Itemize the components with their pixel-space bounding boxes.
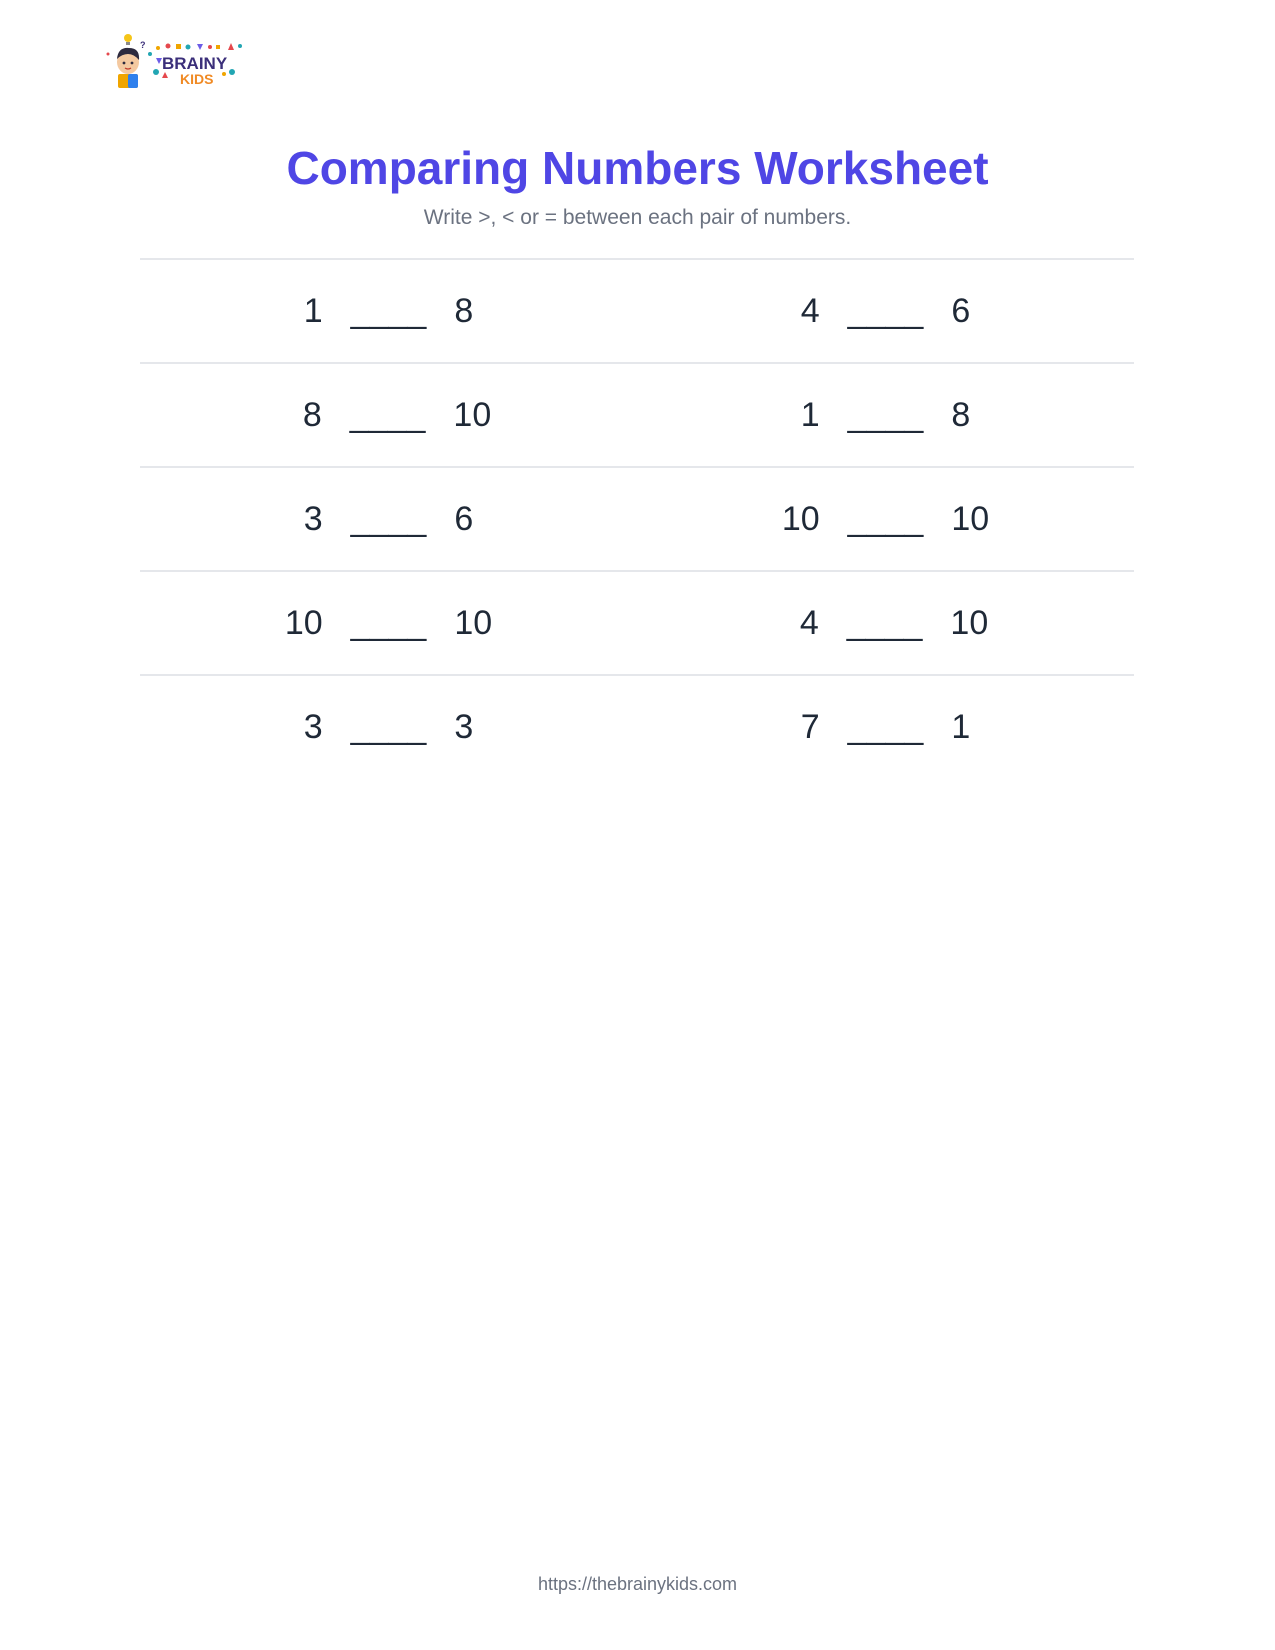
second-number: 3 — [454, 707, 474, 746]
problem-list — [140, 258, 1134, 778]
first-number: 7 — [800, 707, 820, 746]
second-number: 10 — [951, 499, 990, 538]
answer-blank[interactable]: ____ — [847, 707, 924, 746]
svg-text:?: ? — [140, 40, 146, 50]
answer-blank[interactable]: ____ — [350, 603, 427, 642]
comparison-problem — [637, 390, 1134, 440]
logo-icon — [104, 32, 254, 94]
comparison-problem — [140, 286, 637, 336]
second-number: 6 — [454, 499, 474, 538]
answer-blank[interactable]: ____ — [846, 603, 923, 642]
comparison-problem — [140, 702, 637, 752]
comparison-problem — [637, 494, 1134, 544]
problem-row — [140, 570, 1134, 674]
answer-blank[interactable]: ____ — [350, 707, 427, 746]
second-number: 8 — [454, 291, 474, 330]
first-number: 8 — [302, 395, 322, 434]
answer-blank[interactable]: ____ — [847, 291, 924, 330]
answer-blank[interactable]: ____ — [847, 395, 924, 434]
comparison-problem — [637, 702, 1134, 752]
page-title: Comparing Numbers Worksheet — [286, 142, 989, 194]
answer-blank[interactable]: ____ — [350, 499, 427, 538]
first-number: 4 — [800, 291, 820, 330]
second-number: 10 — [950, 603, 989, 642]
second-number: 10 — [453, 395, 492, 434]
second-number: 1 — [951, 707, 971, 746]
comparison-problem — [637, 598, 1134, 648]
second-number: 6 — [951, 291, 971, 330]
comparison-problem — [140, 598, 637, 648]
comparison-problem — [637, 286, 1134, 336]
logo-text-kids: KIDS — [180, 71, 214, 87]
instructions: Write >, < or = between each pair of numbers. — [423, 206, 852, 229]
answer-blank[interactable]: ____ — [350, 291, 427, 330]
answer-blank[interactable]: ____ — [847, 499, 924, 538]
problem-row — [140, 258, 1134, 362]
comparison-problem — [140, 494, 637, 544]
first-number: 1 — [303, 291, 323, 330]
second-number: 10 — [454, 603, 493, 642]
problem-row — [140, 674, 1134, 778]
problem-row — [140, 466, 1134, 570]
first-number: 1 — [800, 395, 820, 434]
logo-text-brainy: BRAINY — [162, 54, 228, 73]
first-number: 3 — [303, 707, 323, 746]
problem-row — [140, 362, 1134, 466]
first-number: 10 — [781, 499, 820, 538]
brainy-kids-logo — [104, 32, 254, 94]
first-number: 3 — [303, 499, 323, 538]
second-number: 8 — [951, 395, 971, 434]
first-number: 10 — [284, 603, 323, 642]
answer-blank[interactable]: ____ — [349, 395, 426, 434]
footer-url[interactable]: https://thebrainykids.com — [537, 1574, 738, 1594]
comparison-problem — [140, 390, 637, 440]
first-number: 4 — [799, 603, 819, 642]
